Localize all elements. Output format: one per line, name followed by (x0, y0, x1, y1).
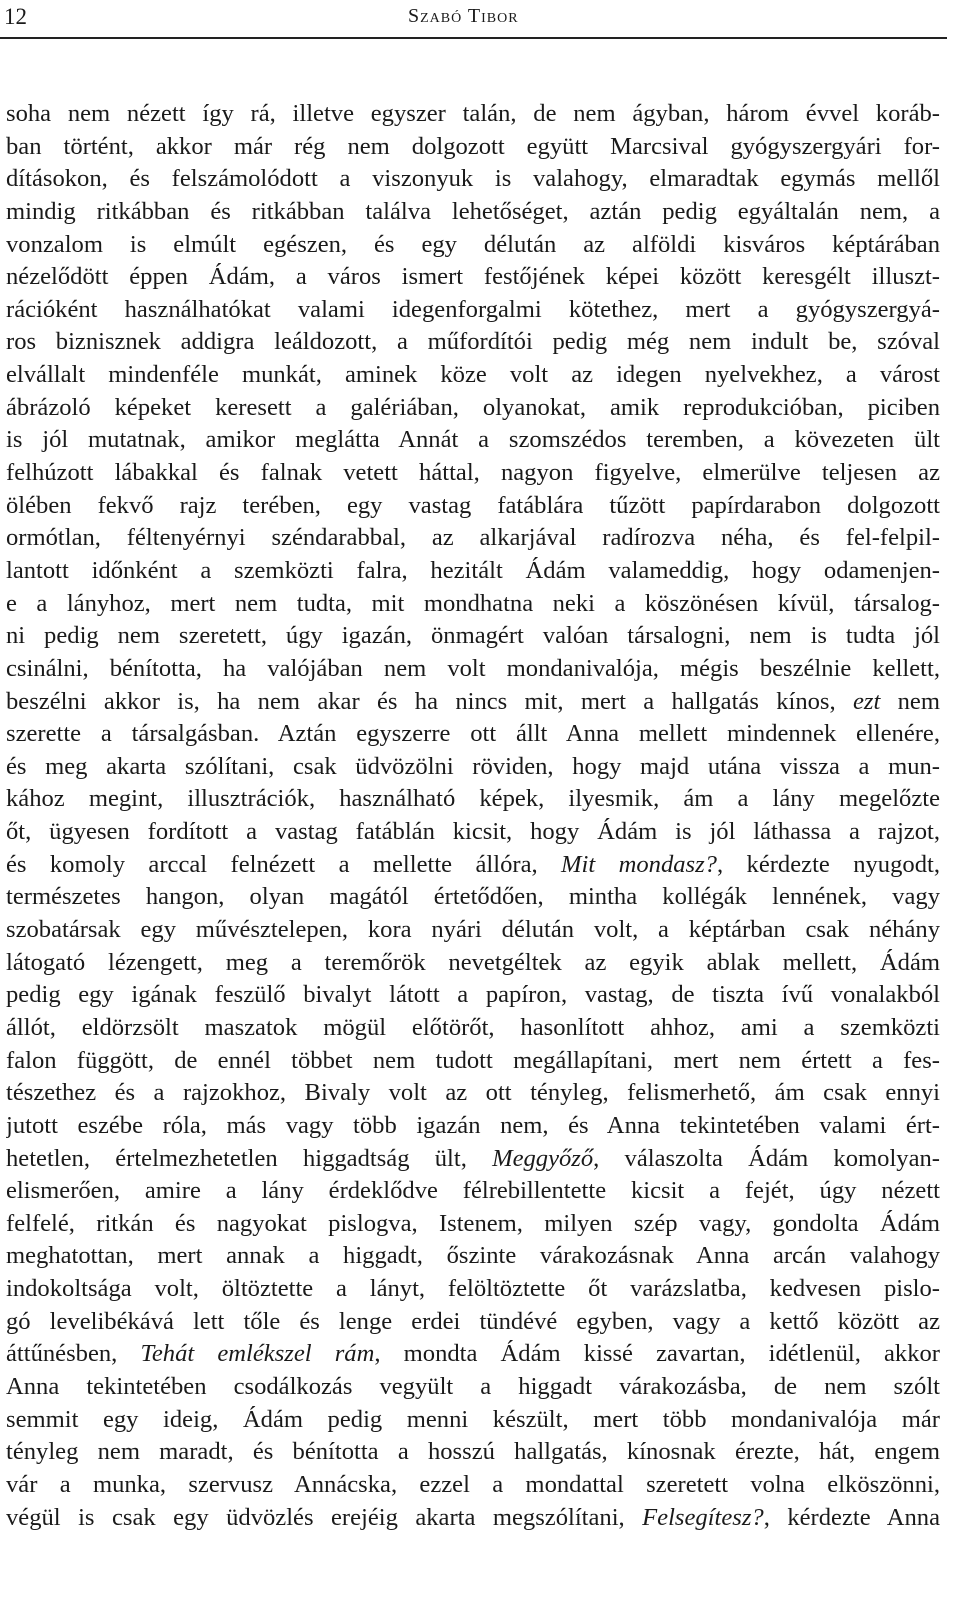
text-line: természetes hangon, olyan magától értetődően, mintha kollégák lennének, vagy (6, 883, 940, 911)
text-line: ban történt, akkor már rég nem dolgozott együtt Marcsival gyógyszergyári for- (6, 132, 940, 160)
italic-phrase: ezt (852, 687, 881, 715)
text-line: falon függött, de ennél többet nem tudott megállapítani, mert nem értett a fes- (6, 1046, 940, 1074)
running-head: Szabó Tibor (408, 5, 519, 27)
page-number: 12 (4, 4, 27, 29)
text-line: látogató lézengett, meg a teremőrök nevetgéltek az egyik ablak mellett, Ádám (6, 948, 940, 976)
text-line: semmit egy ideig, Ádám pedig menni készült, mert több mondanivalója már (6, 1405, 940, 1433)
text-line: dításokon, és felszámolódott a viszonyuk is valahogy, elmaradtak egymás mellől (6, 165, 940, 193)
text-line: vonzalom is elmúlt egészen, és egy délután az alföldi kisváros képtárában (6, 230, 940, 258)
header-rule (0, 37, 947, 39)
text-segment: , kérdezte nyugodt, (716, 850, 940, 878)
text-line: mindig ritkábban és ritkábban találva lehetőséget, aztán pedig egyáltalán nem, a (6, 197, 940, 225)
text-line: ormótlan, féltenyérnyi széndarabbal, az alkarjával radírozva néha, és fel-felpil- (6, 524, 940, 552)
text-line: őt, ügyesen fordított a vastag fatáblán kicsit, hogy Ádám is jól láthassa a rajzot, (6, 818, 940, 846)
text-line: kához megint, illusztrációk, használható képek, ilyesmik, ám a lány megelőzte (6, 785, 940, 813)
text-line: is jól mutatnak, amikor meglátta Annát a szomszédos teremben, a kövezeten ült (6, 426, 940, 454)
text-line: ábrázoló képeket keresett a galériában, olyanokat, amik reprodukcióban, piciben (6, 393, 940, 421)
text-line: ros biznisznek addigra leáldozott, a műfordítói pedig még nem indult be, szóval (6, 328, 940, 356)
text-line: elvállalt mindenféle munkát, aminek köze volt az idegen nyelvekhez, a várost (6, 361, 940, 389)
text-line: szerette a társalgásban. Aztán egyszerre ott állt Anna mellett mindennek ellenére, (6, 720, 940, 748)
italic-phrase: Tehát emlékszel rám (140, 1340, 375, 1368)
text-line: meghatottan, mert annak a higgadt, őszinte várakozásnak Anna arcán valahogy (6, 1242, 940, 1270)
text-line: tészethez és a rajzokhoz, Bivaly volt az ott tényleg, felismerhető, ám csak ennyi (6, 1079, 940, 1107)
text-line: elismerően, amire a lány érdeklődve félrebillentette kicsit a fejét, úgy nézett (6, 1177, 940, 1205)
text-line (6, 1338, 940, 1371)
text-line: indokoltsága volt, öltöztette a lányt, felöltöztette őt varázslatba, kedvesen pislo- (6, 1275, 940, 1303)
text-line: jutott eszébe róla, más vagy több igazán nem, és Anna tekintetében valami ért- (6, 1111, 940, 1139)
text-line (6, 849, 940, 882)
text-line: felhúzott lábakkal és falnak vetett háttal, nagyon figyelve, elmerülve teljesen az (6, 459, 940, 487)
text-line: nézelődött éppen Ádám, a város ismert festőjének képei között keresgélt illuszt- (6, 263, 940, 291)
text-line: pedig egy igának feszülő bivalyt látott a papíron, vastag, de tiszta ívű vonalakból (6, 981, 940, 1009)
text-line: csinálni, bénította, ha valójában nem volt mondanivalója, mégis beszélnie kellett, (6, 654, 940, 682)
text-line: soha nem nézett így rá, illetve egyszer talán, de nem ágyban, három évvel koráb- (6, 100, 940, 127)
italic-phrase: Mit mondasz? (561, 850, 717, 878)
text-line: e a lányhoz, mert nem tudta, mit mondhatna neki a köszönésen kívül, társalog- (6, 589, 940, 617)
text-segment: , kérdezte Anna (763, 1503, 940, 1531)
text-segment: , válaszolta Ádám komolyan- (593, 1144, 940, 1172)
text-line: szobatársak egy művésztelepen, kora nyári délután volt, a képtárban csak néhány (6, 916, 940, 944)
italic-phrase: Felsegítesz? (642, 1503, 764, 1531)
text-line: ni pedig nem szeretett, úgy igazán, önmagért valóan társalogni, nem is tudta jól (6, 622, 940, 650)
text-line: állót, eldörzsölt maszatok mögül előtörőt, hasonlított ahhoz, ami a szemközti (6, 1013, 940, 1041)
italic-phrase: Meggyőző (492, 1144, 594, 1172)
text-segment: , mondta Ádám kissé zavartan, idétlenül, akkor (374, 1340, 940, 1368)
body-text (6, 98, 940, 1534)
text-line: felfelé, ritkán és nagyokat pislogva, Istenem, milyen szép vagy, gondolta Ádám (6, 1209, 940, 1237)
text-line (6, 1143, 940, 1176)
text-segment: áttűnésben, (6, 1340, 141, 1368)
text-segment: beszélni akkor is, ha nem akar és ha nincs mit, mert a hallgatás kínos, (6, 687, 853, 715)
page-header (0, 0, 960, 38)
text-line: és meg akarta szólítani, csak üdvözölni röviden, hogy majd utána vissza a mun- (6, 752, 940, 780)
text-line: ölében fekvő rajz terében, egy vastag fatáblára tűzött papírdarabon dolgozott (6, 491, 940, 519)
text-segment: nem (880, 687, 940, 715)
text-line (6, 686, 940, 719)
text-line: vár a munka, szervusz Annácska, ezzel a mondattal szeretett volna elköszönni, (6, 1470, 940, 1498)
text-line: rációként használhatókat valami idegenforgalmi kötethez, mert a gyógyszergyá- (6, 295, 940, 323)
text-segment: hetetlen, értelmezhetetlen higgadtság ült, (6, 1144, 493, 1172)
text-line: gó levelibékává lett tőle és lenge erdei tündévé egyben, vagy a kettő között az (6, 1307, 940, 1335)
text-line: lantott időnként a szemközti falra, hezitált Ádám valameddig, hogy odamenjen- (6, 556, 940, 584)
text-line (6, 1502, 940, 1535)
text-line: tényleg nem maradt, és bénította a hosszú hallgatás, kínosnak érezte, hát, engem (6, 1438, 940, 1466)
text-segment: és komoly arccal felnézett a mellette állóra, (6, 850, 562, 878)
text-line: Anna tekintetében csodálkozás vegyült a higgadt várakozásba, de nem szólt (6, 1372, 940, 1400)
text-segment: végül is csak egy üdvözlés erejéig akarta megszólítani, (6, 1503, 643, 1531)
